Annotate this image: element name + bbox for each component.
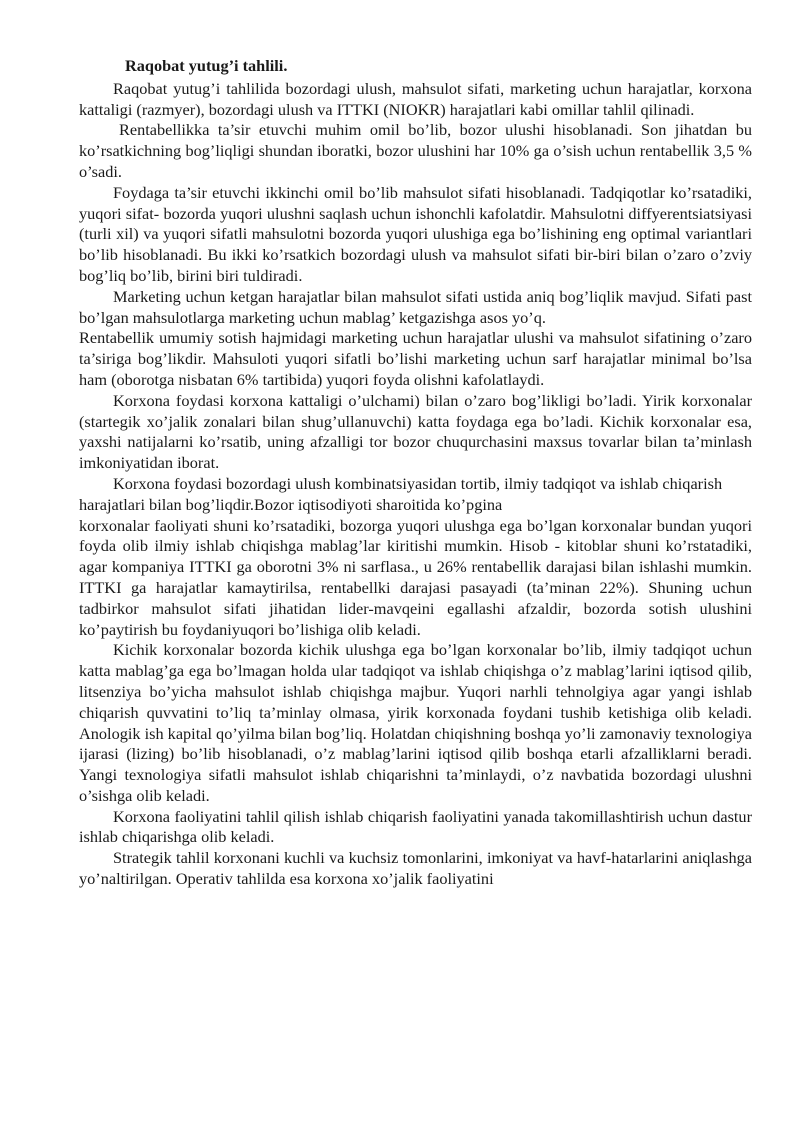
paragraph: Korxona faoliyatini tahlil qilish ishlab chiqarish faoliyatini yanada takomillashtirish uchun dastur ishlab chiqarishga olib keladi. bbox=[79, 806, 752, 847]
section-title: Raqobat yutug’i tahlili. bbox=[125, 56, 288, 75]
paragraph: korxonalar faoliyati shuni ko’rsatadiki, bozorga yuqori ulushga ega bo’lgan korxonalar bundan yuqori foyda olib ilmiy ishlab chiqishga mablag’lar kiritishi mumkin. Hisob - kitoblar shuni ko’rstatadiki, agar kompaniya ITTKI ga oborotni 3% ni sarflasa., u 26% rentabellik darajasi bilan ishlashi mumkin. ITTKI ga harajatlar kamaytirilsa, rentabellki darajasi pasayadi (ta’minan 22%). Shuning uchun tadbirkor mahsulot sifati jihatidan lider-mavqeini egallashi afzaldir, bozorda sotish ulushini ko’paytirish bu foydaniyuqori bo’lishiga olib keladi. bbox=[79, 515, 752, 639]
paragraph: Rentabellikka ta’sir etuvchi muhim omil bo’lib, bozor ulushi hisoblanadi. Son jihatdan bu ko’rsatkichning bog’liqligi shundan iboratki, bozor ulushini har 10% ga o’sish uchun rentabellik 3,5 % o’sadi. bbox=[79, 120, 752, 181]
paragraph: Foydaga ta’sir etuvchi ikkinchi omil bo’lib mahsulot sifati hisoblanadi. Tadqiqotlar ko’rsatadiki, yuqori sifat- bozorda yuqori ulushni saqlash uchun ishonchli kafolatdir. Mahsulotni diffyerentsiatsiyasi (turli xil) va yuqori sifatli mahsulotni bozorda yuqori ulushiga ega bo’lishining eng optimal variantlari bo’lib hisoblanadi. Bu ikki ko’rsatkich bozordagi ulush va mahsulot sifati bir-biri bilan o’zaro o’zviy bog’liq bo’lib, birini biri tuldiradi. bbox=[79, 182, 752, 285]
paragraph: Kichik korxonalar bozorda kichik ulushga ega bo’lgan korxonalar bo’lib, ilmiy tadqiqot uchun katta mablag’ga ega bo’lmagan holda ular tadqiqot va ishlab chiqishga o’z mablag’larini iqtisod qilib, litsenziya bo’yicha mahsulot ishlab chiqishga majbur. Yuqori narhli tehnolgiya agar yangi ishlab chiqarish quvvatini to’liq ta’minlay olmasa, yirik korxonada foydani tushib ketishiga olib keladi. Anologik ish kapital qo’yilma bilan bog’liq. Holatdan chiqishning boshqa yo’li zamonaviy texnologiya ijarasi (lizing) bo’lib hisoblanadi, o’z mablag’larini iqtisod qilib boshqa etarli afzalliklarni beradi. Yangi texnologiya sifatli mahsulot ishlab chiqarishni ta’minlaydi, o’z navbatida bozordagi ulushni o’sishga olib keladi. bbox=[79, 640, 752, 805]
paragraph: Korxona foydasi bozordagi ulush kombinatsiyasidan tortib, ilmiy tadqiqot va ishlab chiqarish harajatlari bilan bog’liqdir.Bozor iqtisodiyoti sharoitida ko’pgina bbox=[79, 473, 723, 514]
paragraph: Rentabellik umumiy sotish hajmidagi marketing uchun harajatlar ulushi va mahsulot sifatining o’zaro ta’siriga bog’likdir. Mahsuloti yuqori sifatli bo’lishi marketing uchun sarf harajatlar minimal bo’lsa ham (oborotga nisbatan 6% tartibida) yuqori foyda olishni kafolatlaydi. bbox=[79, 328, 752, 389]
paragraph: Marketing uchun ketgan harajatlar bilan mahsulot sifati ustida aniq bog’liqlik mavjud. Sifati past bo’lgan mahsulotlarga marketing uchun mablag’ ketgazishga asos yo’q. bbox=[79, 286, 752, 327]
paragraph: Raqobat yutug’i tahlilida bozordagi ulush, mahsulot sifati, marketing uchun harajatlar, korxona kattaligi (razmyer), bozordagi ulush va ITTKI (NIOKR) harajatlari kabi omillar tahlil qilinadi. bbox=[79, 78, 752, 119]
paragraph: Strategik tahlil korxonani kuchli va kuchsiz tomonlarini, imkoniyat va havf-hatarlarini aniqlashga yo’naltirilgan. Operativ tahlilda esa korxona xo’jalik faoliyatini bbox=[79, 848, 752, 889]
paragraph: Korxona foydasi korxona kattaligi o’ulchami) bilan o’zaro bog’likligi bo’ladi. Yirik korxonalar (startegik xo’jalik zonalari bilan shug’ullanuvchi) katta foydaga ega bo’ladi. Kichik korxonalar esa, yaxshi natijalarni ko’rsatib, uning afzalligi tor bozor chuqurchasini maxsus tovarlar bilan ta’minlash imkoniyatidan iborat. bbox=[79, 390, 752, 473]
